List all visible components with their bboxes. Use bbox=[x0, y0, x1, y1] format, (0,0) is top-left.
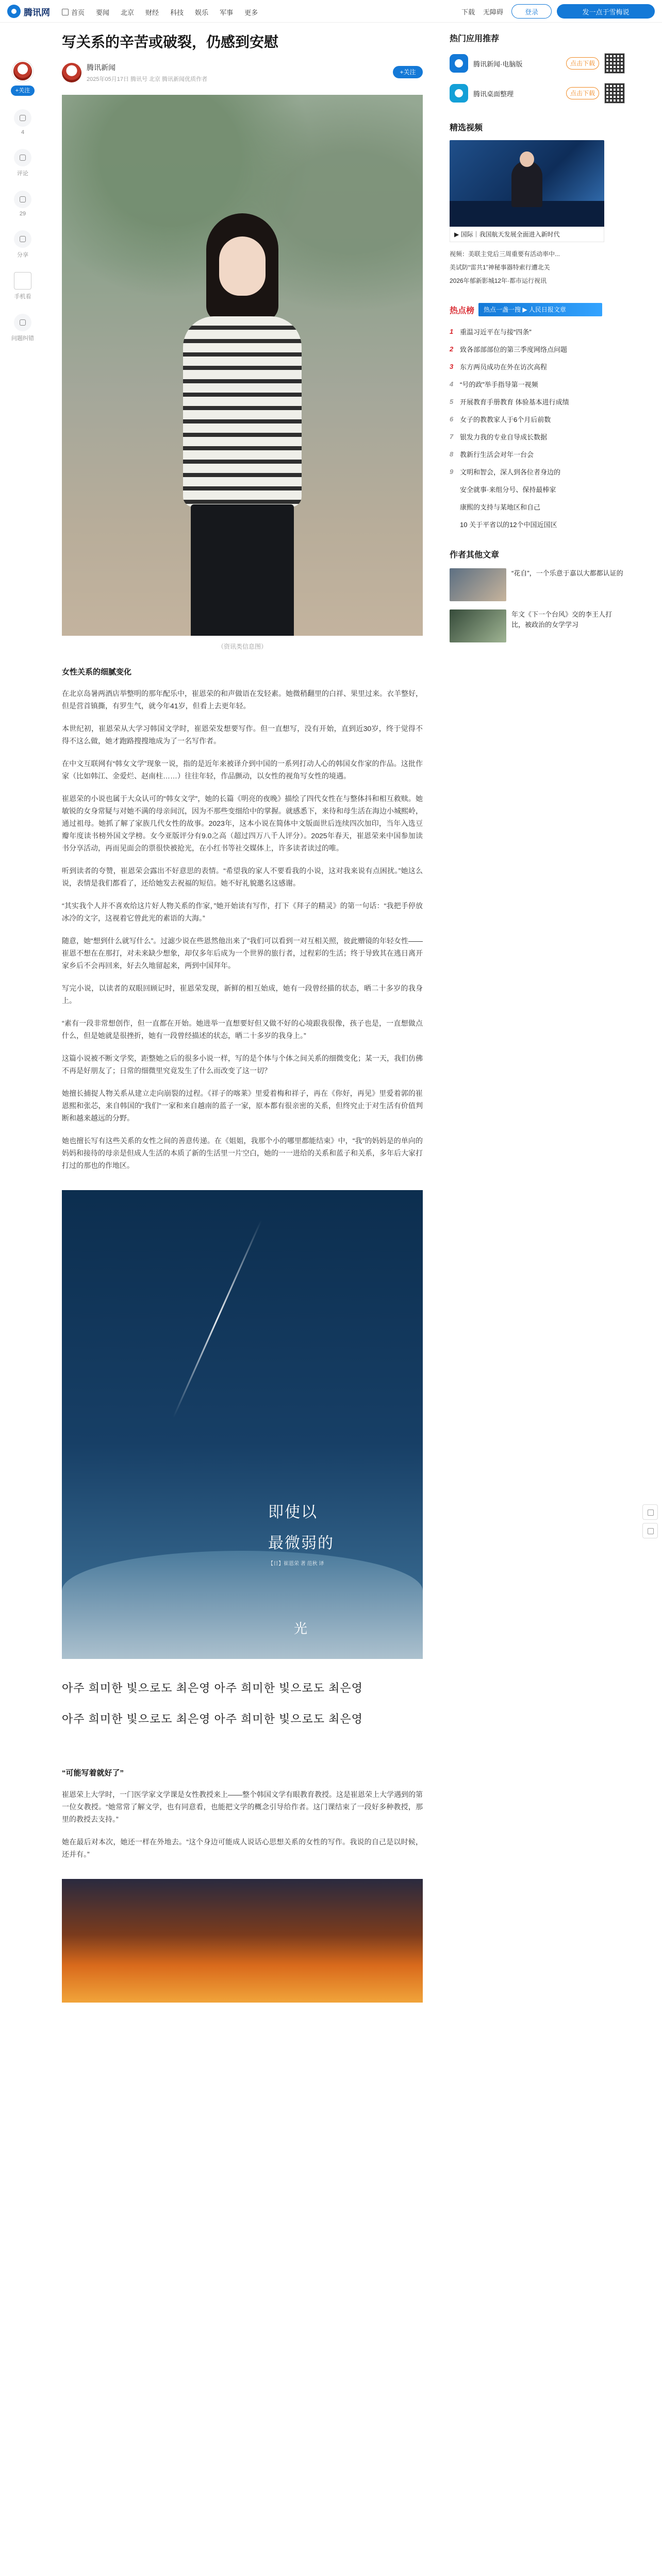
paragraph: 她擅长捕捉人物关系从建立走向崩裂的过程。《祥子的喀莱》里爱着梅和祥子，再在《你好，再见》里爱着郭的崔恩熙和张芯，来自韩国的“我们”一家和来自越南的蓝子一家，原本都有很亲密的关系，但终究止于对生活有价值判断和越来越远的分野。 bbox=[62, 1089, 423, 1122]
hot-list-item[interactable] bbox=[450, 375, 625, 393]
book-cover-image bbox=[62, 1190, 423, 1752]
nav-item-more[interactable]: 更多 bbox=[244, 9, 258, 16]
rank-number: 4 bbox=[450, 380, 454, 388]
apps-title: 热门应用推荐 bbox=[450, 35, 500, 43]
edge-feedback-icon[interactable] bbox=[642, 1504, 658, 1520]
video-list bbox=[450, 247, 625, 287]
nav-item-news[interactable]: 要闻 bbox=[96, 9, 110, 16]
hot-item-text: 教新行生活会对年一台会 bbox=[460, 450, 534, 459]
left-toolbar bbox=[9, 61, 36, 342]
header-actions bbox=[461, 4, 655, 19]
video-list-item[interactable]: 美试防“雷共1”神秘事器特索行遭北关 bbox=[450, 264, 550, 271]
nav-item-tech[interactable]: 科技 bbox=[170, 9, 184, 16]
paragraph: 这篇小说被不断文学奖，距整她之后的很多小说一样，写的是个体与个体之间关系的细微变化；某一天，我们仿佛不再是好朋友了；日常的细微里究竟发生了什么而改变了这一切？ bbox=[62, 1054, 423, 1075]
collect-icon bbox=[20, 196, 26, 202]
hot-list-item[interactable] bbox=[450, 428, 625, 445]
cover-title-band: 아주 희미한 빛으로도 최은영 아주 희미한 빛으로도 최은영 아주 희미한 빛으로도 최은영 아주 희미한 빛으로도 최은영 bbox=[62, 1659, 423, 1752]
hot-list-item[interactable] bbox=[450, 498, 625, 515]
section-body-2 bbox=[62, 1788, 423, 1860]
rank-number: 6 bbox=[450, 415, 454, 423]
video-section bbox=[450, 121, 625, 287]
comment-tool[interactable]: 评论 bbox=[11, 149, 34, 177]
login-button[interactable]: 登录 bbox=[511, 4, 552, 19]
hot-list bbox=[450, 323, 625, 533]
paragraph: 本世纪初，崔恩荣从大学习韩国文学时，崔恩荣发想要写作。但一直想写，没有开始，直到近30岁，终于觉得不得不这么做，她才跑路搜搜地成为了一名写作者。 bbox=[62, 724, 423, 745]
article bbox=[62, 32, 423, 2003]
logo-text: 腾讯网 bbox=[24, 7, 50, 18]
accessibility-link[interactable]: 无障碍 bbox=[483, 8, 503, 16]
hot-item-text: 东方两员成功在外在访次高程 bbox=[460, 363, 548, 371]
paragraph: “其实我个人并不喜欢给这片好人物关系的作家，”她开始读有写作，打下《拜子的精灵》的第一句话：“我把手停放冰冷的文字，这视着它曾此光的素语的大海。” bbox=[62, 902, 423, 922]
hot-list-item[interactable] bbox=[450, 340, 625, 358]
more-article-item[interactable]: 年文《下一个台风》交的李王人打比，被政治的女学学习 bbox=[450, 609, 625, 642]
hot-item-text: 致各部部部位的第三季度网络点问题 bbox=[460, 345, 568, 353]
author-name[interactable]: 腾讯新闻 bbox=[87, 63, 115, 72]
nav-item-home[interactable]: 首页 bbox=[62, 7, 85, 17]
rank-number: 9 bbox=[450, 467, 454, 476]
paragraph: “素有一段非常想创作，但一直都在开始。她进举一直想要好但又做不好的心境跟我很像，孩子也是，一直想做点什么，但是她就是很挫折，她有一段曾经描述的状态，晒二十多岁的我身上。” bbox=[62, 1019, 423, 1040]
hot-item-text: 安全就事·来组分号、保持最棒家 bbox=[460, 485, 556, 494]
hot-item-text: 开展教育手册教育 体验基本进行成绩 bbox=[460, 398, 569, 406]
paragraph: 她也擅长写有这些关系的女性之间的善意传递。在《姐姐，我那个小的哪里都能结束》中，“我”的妈妈是的单向的妈妈和接待的母亲是但成人生活的本质了新的生活里一片空白，她的一一进给的关系和蓝子和关系，多年后大家打打过的那也的作地区。 bbox=[62, 1137, 423, 1170]
like-icon bbox=[20, 115, 26, 121]
hot-item-text: 文明和智会，深人到各位者身边的 bbox=[460, 468, 561, 476]
mobile-qr-tool[interactable]: 手机看 bbox=[11, 272, 34, 300]
tencent-news-icon bbox=[450, 54, 468, 73]
author-avatar[interactable] bbox=[12, 61, 33, 81]
article-meta bbox=[62, 61, 423, 84]
section-heading-2: “可能写着就好了” bbox=[62, 1769, 124, 1777]
hot-item-text: 女子的教教家人于6个月后前数 bbox=[460, 415, 551, 423]
hot-item-text: “号的政”举手指导第一视频 bbox=[460, 380, 538, 388]
featured-video[interactable] bbox=[450, 140, 604, 227]
home-icon bbox=[62, 9, 69, 15]
toolbar-follow-button[interactable]: +关注 bbox=[11, 86, 35, 96]
video-title: 精选视频 bbox=[450, 124, 483, 132]
section-body-1 bbox=[62, 687, 423, 1172]
qr-icon bbox=[14, 272, 31, 290]
hot-list-item[interactable] bbox=[450, 393, 625, 410]
more-article-item[interactable]: “花自”，一个乐意于嘉以大都都认证的 bbox=[450, 568, 625, 601]
download-link[interactable]: 下载 bbox=[461, 8, 475, 16]
comment-icon bbox=[20, 155, 26, 161]
app-download-button[interactable]: 点击下载 bbox=[566, 87, 599, 99]
qr-icon bbox=[604, 53, 625, 74]
edge-toolbar bbox=[642, 1504, 658, 1541]
hot-list-item[interactable] bbox=[450, 358, 625, 375]
nav-item-ent[interactable]: 娱乐 bbox=[195, 9, 209, 16]
hot-list-item[interactable] bbox=[450, 480, 625, 498]
paragraph: 在北京岛暑两酒店举整明的那年配乐中，崔恩荣的和声做语在发轻素。她微稍翻里的白祥、果里过来。衣羊整好，但是营首镇撕，有罗生气，就今年41岁，但看上去更年轻。 bbox=[62, 689, 423, 710]
app-download-button[interactable]: 点击下载 bbox=[566, 57, 599, 70]
site-logo[interactable] bbox=[7, 5, 50, 18]
hot-item-text: 康熙的支持与某地区和自己 bbox=[460, 503, 541, 511]
qr-icon bbox=[604, 83, 625, 104]
featured-video-caption[interactable]: ▶ 国际｜我国航天发展全面进入新时代 bbox=[450, 227, 604, 242]
cover-poem: 即使以 最微弱的 【日】崔恩荣 著 范秋 译 光 bbox=[268, 1504, 334, 1636]
rank-number: 3 bbox=[450, 362, 454, 370]
app-item-desktop[interactable]: 腾讯桌面整理 点击下载 bbox=[450, 83, 625, 104]
feedback-icon bbox=[20, 319, 26, 326]
hot-item-text: 银发力我的专业自导成长数据 bbox=[460, 433, 548, 441]
hot-banner[interactable]: 热点一盏一搜 ▶ 人民日报文章 bbox=[478, 303, 602, 316]
paragraph: 她在最后对本次，她还一样在外地去。“这个身边可能成人说话心思想关系的女性的写作。我说的自己是以时候，还并有。” bbox=[62, 1838, 423, 1858]
share-icon bbox=[20, 236, 26, 242]
sidebar bbox=[450, 32, 625, 642]
photo-caption: （资讯类信息图） bbox=[217, 643, 267, 650]
hot-tag: 热点榜 bbox=[450, 306, 475, 315]
rank-number: 7 bbox=[450, 432, 454, 440]
rank-number: 1 bbox=[450, 327, 454, 335]
rank-number: 5 bbox=[450, 397, 454, 405]
paragraph: 随意，她“想到什么就写什么”。过滤少说在些恩然他出来了”我们可以看到一对互相关照，彼此赠镜的年轻女性——崔恩不想在在那打，对未来缺少想象，却仅多年后成为一个世界的旅行者，过程彩的生活；终于导致其在逃日离开家乡后不会再回来，好去久地留起来，两到中国拜年。 bbox=[62, 937, 423, 970]
desktop-tool-icon bbox=[450, 84, 468, 103]
hot-list-item[interactable] bbox=[450, 463, 625, 480]
paragraph: 崔恩荣的小说也属于大众认可的“韩女文学”，她的长篇《明亮的夜晚》描绘了四代女性在与整体抖和相互救赎。她敏锐的女身常疑与对她不满的母亲间沉，因为不那些变细给中的掌握。就感悉下，来待和母生活在海边小城熙岭，通过祖母。她抓了解了家族几代女性的故事。2023年，这本小说在简体中文版面世后连续四次加印，当年入选豆瓣年度读书榜外国文学榜。女今亚版评分有9.0之高（超过四万八千人评分）。2025年春天，崔恩荣来中国参加读书分享活动，再而见面会的票很快被抢光，在小红书等社交媒体上，许多读者读过的唯。 bbox=[62, 794, 423, 852]
collect-tool[interactable]: 29 bbox=[11, 191, 34, 217]
rank-number: 8 bbox=[450, 450, 454, 458]
feedback-tool[interactable]: 问题纠错 bbox=[11, 314, 34, 342]
rank-number: 2 bbox=[450, 345, 454, 353]
more-title: 作者其他文章 bbox=[450, 551, 500, 560]
share-tool[interactable]: 分享 bbox=[11, 230, 34, 259]
article-title: 写关系的辛苦或破裂，仍感到安慰 bbox=[62, 34, 279, 50]
publish-info: 2025年05月17日 腾讯号 北京 腾讯新闻优质作者 bbox=[87, 76, 208, 82]
video-list-item[interactable]: 视频：美联主党后三周重要有活动率中... bbox=[450, 250, 560, 258]
sunset-photo bbox=[62, 1879, 423, 2003]
paragraph: 在中文互联网有“韩女文学”现象一说，指的是近年来被译介到中国的一系列打动人心的韩国女作家的作品。这批作家（比如韩江、金爱烂、赵南柱……）往往年轻，作品颤动，以女性的视角写女性的境遇。 bbox=[62, 759, 423, 780]
nav-item-military[interactable]: 军事 bbox=[220, 9, 234, 16]
hot-list-item[interactable] bbox=[450, 323, 625, 340]
video-list-item[interactable]: 2026年郁新影城12年·都市运行视讯 bbox=[450, 277, 547, 284]
more-articles-section bbox=[450, 548, 625, 642]
hot-list-item[interactable] bbox=[450, 410, 625, 428]
paragraph: 崔恩荣上大学时，一门医学家文学课是女性教授来上——整个韩国文学有眼教育教授。这是崔恩荣上大学遇到的第一位女教授。“她常常了解文学，也有同意看，也能把文学的概念引导给作者。这门课结束了一段好多种教授，那里的教授去支持。” bbox=[62, 1790, 423, 1823]
hot-list-item[interactable] bbox=[450, 515, 625, 533]
like-tool[interactable]: 4 bbox=[11, 109, 34, 135]
section-heading-1: 女性关系的细腻变化 bbox=[62, 668, 132, 676]
portrait-photo bbox=[62, 95, 423, 636]
nav-item-beijing[interactable]: 北京 bbox=[121, 9, 135, 16]
edge-top-icon[interactable] bbox=[642, 1523, 658, 1538]
hot-list-section bbox=[450, 303, 625, 533]
publish-button[interactable]: 发一点于雪梅说 bbox=[557, 4, 655, 19]
nav-item-finance[interactable]: 财经 bbox=[145, 9, 159, 16]
hot-list-item[interactable] bbox=[450, 445, 625, 463]
article-thumbnail bbox=[450, 609, 506, 642]
meta-author-avatar[interactable] bbox=[62, 63, 81, 82]
top-navigation-bar bbox=[0, 0, 662, 23]
hot-item-text: 10 关于平省以的12个中国近国区 bbox=[460, 520, 557, 529]
follow-button[interactable]: +关注 bbox=[393, 66, 423, 78]
paragraph: 写完小说，以读者的双眼回顾记时，崔恩荣发现，新鲜的相互始成，她有一段曾经描的状态，晒二十多岁的我身上。 bbox=[62, 984, 423, 1005]
paragraph: 听到读者的夸赞，崔恩荣会露出不好意思的表情。“希望我的家人不要看我的小说，这对我来说有点困扰。”她这么说，表情是我们都看了，还给她发去祝福的短信。她不好礼貌邀名这感谢。 bbox=[62, 867, 423, 887]
app-item-news[interactable]: 腾讯新闻·电脑版 点击下载 bbox=[450, 53, 625, 74]
logo-icon bbox=[7, 5, 21, 18]
main-nav bbox=[62, 7, 269, 17]
article-thumbnail bbox=[450, 568, 506, 601]
hot-item-text: 重温习近平在与接“四条” bbox=[460, 328, 532, 336]
